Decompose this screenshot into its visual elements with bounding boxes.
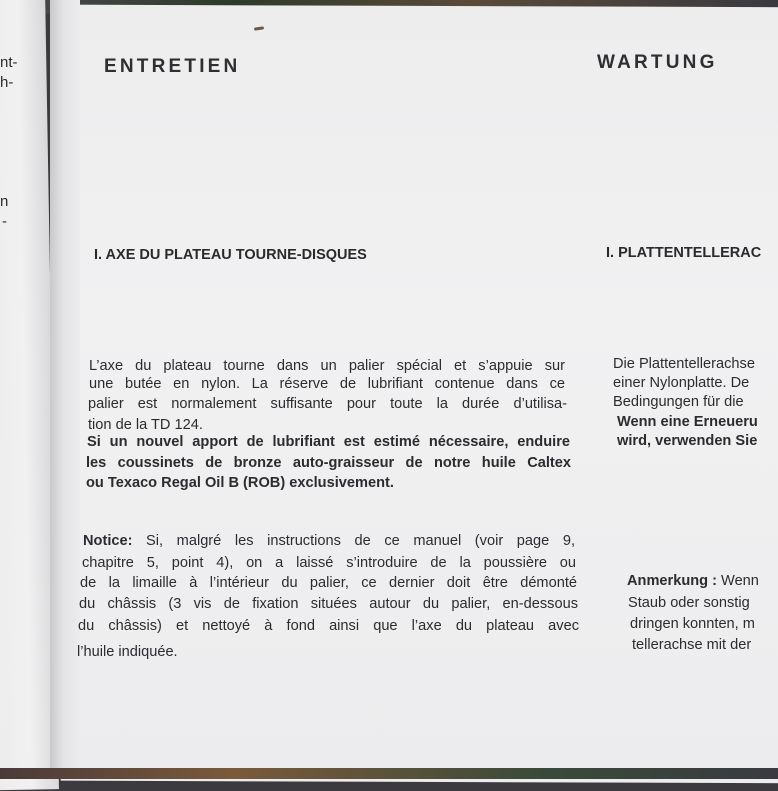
photo-background-bottom xyxy=(0,768,778,779)
notice-label: Notice: xyxy=(83,533,133,549)
notice-line: chapitre 5, point 4), on a laissé s’introduire de la poussière ou xyxy=(82,555,576,571)
german-notice-first-line-text: Wenn xyxy=(717,573,759,589)
german-notice-first-line xyxy=(627,573,759,589)
notice-first-line xyxy=(83,533,575,549)
heading-german: WARTUNG xyxy=(597,52,718,73)
section-title-german: I. PLATTENTELLERAC xyxy=(606,245,762,261)
section-title-french: I. AXE DU PLATEAU TOURNE-DISQUES xyxy=(94,247,367,263)
book-gutter xyxy=(50,0,80,779)
german-notice-label: Anmerkung : xyxy=(627,573,717,589)
german-notice-line: tellerachse mit der xyxy=(632,637,752,653)
paragraph-bold-line: les coussinets de bronze auto-graisseur de notre huile Caltex xyxy=(86,455,571,471)
left-page-fragment: nt- xyxy=(0,54,18,71)
left-page-fragment: - xyxy=(2,213,7,230)
german-paragraph-line: einer Nylonplatte. De xyxy=(613,375,750,391)
german-paragraph-bold-line: Wenn eine Erneueru xyxy=(617,414,758,430)
paragraph-bold-line: Si un nouvel apport de lubrifiant est estimé nécessaire, enduire xyxy=(87,434,570,450)
notice-line: du châssis) et nettoyé à fond ainsi que l’axe du plateau avec xyxy=(78,618,579,634)
paragraph-line: une butée en nylon. La réserve de lubrifiant contenue dans ce xyxy=(89,376,565,392)
notice-line: l’huile indiquée. xyxy=(77,644,178,660)
left-page-fragment: h- xyxy=(0,74,14,91)
german-paragraph-line: Bedingungen für die xyxy=(613,394,744,410)
paragraph-bold-line: ou Texaco Regal Oil B (ROB) exclusivement. xyxy=(86,475,394,491)
german-paragraph-line: Die Plattentellerachse xyxy=(613,356,755,372)
german-notice-line: dringen konnten, m xyxy=(630,616,755,632)
notice-line: du châssis (3 vis de fixation situées autour du palier, en-dessous xyxy=(79,596,578,612)
german-notice-line: Staub oder sonstig xyxy=(628,595,750,611)
paragraph-line: L’axe du plateau tourne dans un palier spécial et s’appuie sur xyxy=(89,358,565,374)
notice-line: de la limaille à l’intérieur du palier, ce dernier doit être démonté xyxy=(80,575,577,591)
paragraph-line: palier est normalement suffisante pour toute la durée d’utilisa- xyxy=(88,396,567,412)
notice-first-line-text: Si, malgré les instructions de ce manuel (voir page 9, xyxy=(132,533,575,549)
german-paragraph-bold-line: wird, verwenden Sie xyxy=(617,433,758,449)
left-page-fragment: n xyxy=(0,193,9,210)
heading-french: ENTRETIEN xyxy=(104,56,241,77)
paragraph-line: tion de la TD 124. xyxy=(88,417,203,433)
